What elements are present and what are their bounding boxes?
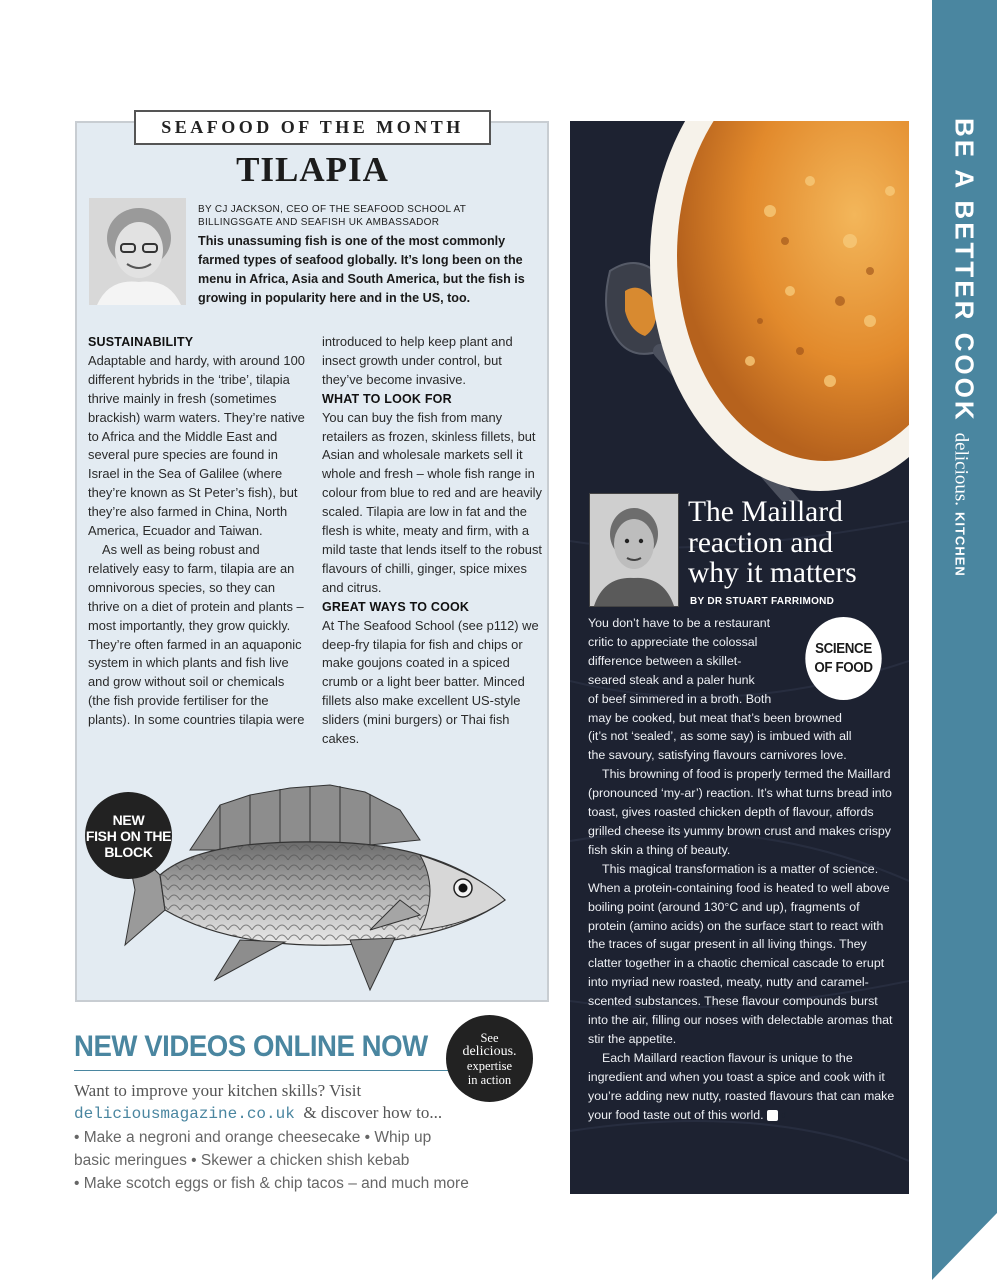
videos-list-line: basic meringues • Skewer a chicken shish kebab [74, 1152, 410, 1169]
ways-to-cook-paragraph: At The Seafood School (see p112) we deep-fry tilapia for fish and chips or make goujons coated in a spiced crumb or a light beer batter. Minced fillets also make excellent US-style sliders (mini burgers) or Thai fish cakes. [322, 617, 539, 747]
article-title-line: The Maillard [688, 496, 843, 528]
science-badge-line-2: OF FOOD [814, 659, 873, 676]
see-badge-line-1: See [480, 1030, 499, 1045]
seafood-column-2 [322, 333, 544, 749]
sustainability-paragraph-2-continued: introduced to help keep plant and insect growth under control, but they’ve become invasive. [322, 334, 513, 387]
fish-title: TILAPIA [236, 150, 389, 189]
new-fish-badge-line-3: BLOCK [104, 843, 153, 860]
seafood-intro: This unassuming fish is one of the most commonly farmed types of seafood globally. It’s long been on the menu in Africa, Asia and South America, but the fish is growing in popularity here and in the US, too. [198, 234, 525, 305]
macaroni-dish-photo [570, 121, 909, 501]
look-for-heading: WHAT TO LOOK FOR [322, 391, 452, 406]
seafood-month-label: SEAFOOD OF THE MONTH [134, 110, 491, 145]
videos-list [74, 1126, 524, 1195]
see-badge-line-4: in action [467, 1072, 512, 1087]
article-paragraph-4-text: Each Maillard reaction flavour is unique to the ingredient and when you toast a spice and cook with it you’re adding new nutty, roasted flavours that can make your food taste out of this world. [588, 1050, 895, 1122]
delicious-end-mark: d [767, 1110, 778, 1121]
scientist-photo [589, 493, 679, 607]
sustainability-heading: SUSTAINABILITY [88, 335, 194, 349]
science-badge-line-1: SCIENCE [815, 640, 872, 657]
article-byline: BY DR STUART FARRIMOND [690, 596, 835, 607]
ways-to-cook-heading: GREAT WAYS TO COOK [322, 599, 470, 614]
article-line: the savoury, satisfying flavours carnivores love. [588, 748, 847, 763]
side-tab-brand: delicious. [950, 432, 972, 506]
side-tab-section: KITCHEN [952, 512, 968, 577]
sustainability-paragraph-2: As well as being robust and relatively easy to farm, tilapia are an omnivorous species, so they can thrive on a diet of protein and plants – most importantly, they grow quickly. They’re often farmed in an aquaponic system in which plants and fish live and grow without soil or chemicals (the fish provide fertiliser for the plants). In some countries tilapia were [88, 541, 305, 728]
article-line: difference between a skillet- [588, 653, 742, 668]
article-title [688, 497, 903, 589]
article-line: You don’t have to be a restaurant [588, 616, 771, 630]
article-paragraph-3: This magical transformation is a matter of science. When a protein-containing food is heated to well above boiling point (around 130°C and up), fragments of protein (amino acids) on the surface start to react with the traces of sugar present in all living things. They clatter together in a chaotic chemical cascade to erupt into myriad new roasted, meaty, nutty and caramel-scented substances. These flavour compounds burst into the air, filling our noses with delectable aromas that stir the appetite. [588, 861, 893, 1046]
new-fish-badge [85, 792, 172, 879]
videos-list-line: • Make a negroni and orange cheesecake • Whip up [74, 1129, 432, 1146]
article-line: may be cooked, but meat that’s been browned [588, 710, 842, 725]
author-photo [89, 198, 186, 305]
tilapia-illustration [120, 780, 520, 995]
new-fish-badge-line-2: FISH ON THE [85, 827, 172, 844]
see-badge-line-3: expertise [466, 1058, 513, 1073]
videos-divider [74, 1070, 474, 1071]
science-of-food-badge [805, 617, 881, 700]
see-badge-line-2: delicious. [462, 1043, 517, 1059]
article-line: (it’s not ‘sealed’, as some say) is imbued with all [588, 729, 852, 744]
side-tab-title: BE A BETTER COOK [949, 118, 980, 423]
article-paragraph-2: This browning of food is properly termed the Maillard (pronounced ‘my-ar’) reaction. It’s what turns bread into toast, gives roasted chicken depth of flavour, affords grilled cheese its yummy brown crust and makes crispy fish skin a thing of beauty. [588, 767, 892, 857]
article-title-line: why it matters [688, 557, 857, 589]
article-paragraph-4 [588, 1049, 898, 1125]
article-line: seared steak and a paler hunk [588, 672, 755, 687]
seafood-column-1 [88, 333, 310, 730]
article-line: critic to appreciate the colossal [588, 634, 758, 649]
article-title-line: reaction and [688, 526, 833, 559]
videos-list-line: • Make scotch eggs or fish & chip tacos – and much more [74, 1175, 469, 1192]
videos-intro [74, 1080, 514, 1125]
videos-title: NEW VIDEOS ONLINE NOW [74, 1030, 428, 1063]
side-tab-point [932, 1213, 997, 1280]
new-fish-badge-line-1: NEW [112, 811, 145, 828]
look-for-paragraph: You can buy the fish from many retailers as frozen, skinless fillets, but Asian and wholesale markets sell it whole and fresh – whole fish range in colour from blue to red and are heavily scaled. Tilapia are low in fat and the flesh is white, meaty and firm, with a mild taste that lends itself to the robust flavours of chilli, ginger, spice mixes and citrus. [322, 409, 542, 595]
videos-intro-text: Want to improve your kitchen skills? Visit [74, 1081, 362, 1100]
videos-website-link[interactable]: deliciousmagazine.co.uk [74, 1105, 295, 1123]
author-byline: BY CJ JACKSON, CEO OF THE SEAFOOD SCHOOL AT BILLINGSGATE AND SEAFISH UK AMBASSADOR [198, 204, 466, 228]
side-tab-text [949, 118, 980, 577]
article-line: of beef simmered in a broth. Both [588, 691, 772, 706]
sustainability-paragraph-1: Adaptable and hardy, with around 100 different hybrids in the ‘tribe’, tilapia thrive mainly in fresh (sometimes brackish) warm waters. They’re native to Africa and the Middle East and several pure species are found in Israel in the Sea of Galilee (where they’re known as St Peter’s fish), but they’re also farmed in China, North America, Ecuador and Taiwan. [88, 352, 305, 539]
videos-intro-end: & discover how to... [303, 1103, 443, 1122]
